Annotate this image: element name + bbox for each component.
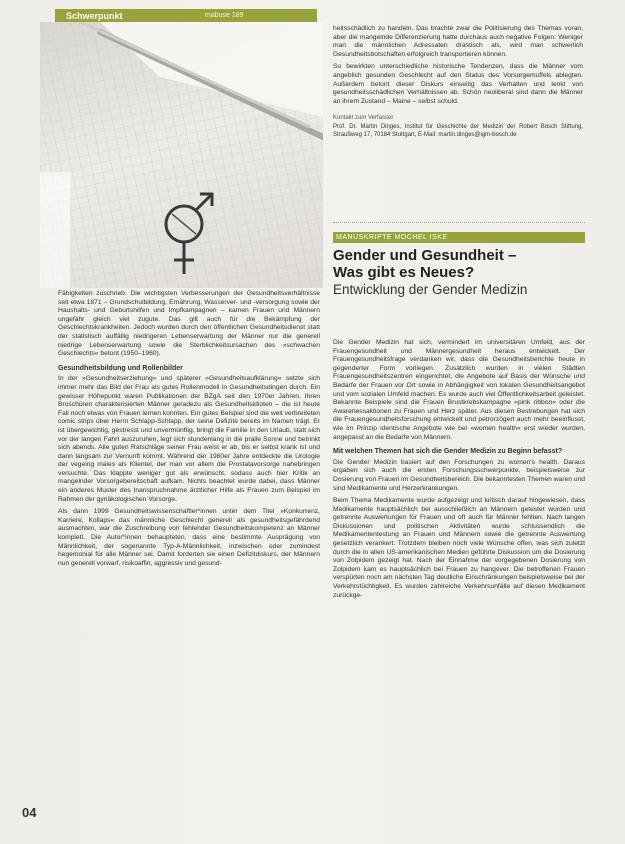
article-headline xyxy=(333,247,593,281)
right-top-paragraph-2: So bewirkten unterschiedliche historische Tendenzen, dass die Männer vom angeblich gesunden Geschlecht auf den Status des Vorsorgemuffels ablegten. Außerdem betont dieser Diskurs einseitig das Verhalten und lenkt von gesundheitsschädlichen Verhältnissen ab. Schön neoliberal sind dann die Männer an ihrem Zustand – Maine – selbst schuld. xyxy=(333,63,583,105)
left-paragraph-1: In der »Gesundheitserziehung« und späterer »Gesundheitsaufklärung« setzte sich immer mehr das Bild der Frau als gutes Rollenmodell in Gesundheitsdingen durch. Ein gewisser Höhepunkt waren Publikationen der BZgA seit den 1970er Jahren. Ihren Broschüren charakterisierten Männer geradezu als Gesundheitsidioten – die ist heute Fall noch etwas von Frauen lernen konnten. Ein gutes Beispiel sind die weit verbreiteten comic strips über Herrn Schlapp-Schlapp, der seine Defizite bereits im Namen trägt. Er ist übergewichtig, gestresst und unvermünftig, bringt die Familie in den Urlaub, statt sich vor der langen Fahrt auszuruhen, legt sich stundenlang in die pralle Sonne und betrinkt sich abends. Alle guten Ratschläge seiner Frau weist er ab, bis er selbst krank ist und dann langsam zur Vernunft kommt. Während der 1980er Jahre entdeckte die Urologie der vegeing males als Klientel, der man vor allem die Prostatavorsorge nahebringen versuchte. Das klappte weniger gut als erwünscht, sodass auch hier Kritik an mangelnder Vorsorgebereitschaft aufkam. Nichts beachtet wurde dabei, dass Männer ein anderes Muster des Inanspruchnahme ärztlicher Hilfe als Frauen zum Beispiel im Rahmen der gynäkologischen Vorsorge. xyxy=(58,375,320,503)
left-intro: Fähigkeiten zuschrieb. Die wichtigsten Verbesserungen der Gesundheitsverhältnisse seit etwa 1871 – Grundschulbildung, Ernährung, Wasserver- und -versorgung sowie der Haushalts- und Geburtshilfen und Impfkampagnen – kamen Frauen und Männern ungefähr gleich viel zugute. Das gilt auch für die Bekämpfung der Geschlechtskrankheiten. Jedoch wurden durch den öffentlichen Gesundheitsdienst statt der statistisch auffällig niedrigeren Lebenserwartung der Männer nur die generell niedrige Lebenserwartung sowie die Sterblichkeitsursachen des »schwachen Geschlechts« betont (1950–1960). xyxy=(58,290,320,358)
author-label: Kontakt zum Verfasser xyxy=(333,115,394,122)
issue-label: mabuse 189 xyxy=(205,12,244,19)
left-column xyxy=(58,290,320,572)
section-title: Schwerpunkt xyxy=(66,11,123,21)
headline-line-1: Gender und Gesundheit – xyxy=(333,247,517,264)
article-rubric: MANUSKRIPTE MOCHEL ISKE xyxy=(336,234,448,241)
author-info: Prof. Dr. Martin Dinges, Institut für Geschichte der Medizin der Robert Bosch Stiftung, Straußweg 17, 70184 Stuttgart, E-Mail: martin.dinges@igm-bosch.de xyxy=(333,123,583,138)
right-top-column xyxy=(333,25,583,139)
page-number: 04 xyxy=(22,805,37,820)
article-photo xyxy=(40,22,323,288)
article-body xyxy=(333,339,585,604)
article-paragraph-1: Die Gender Medizin hat sich, vermindert im universitären Umfeld, aus der Frauengesundheit und Männergesundheit heraus entwickelt. Der Frauengesundheitsfrage verdanken wir, dass die Gesundheitsberichte heute in gegenderter Form vorliegen. Zusätzlich wurden in vielen Städten Frauengesundheitszentren eingerichtet, die Angebote auf Basis der Wünsche und Bedarfe der Frauen vor Ort sowie in Abhängigkeit von lokalen Gesundheitsangebot und vom sozialen Umfeld machen. Es wurde auch viel Öffentlichkeitsarbeit geleistet. Bekannte Beispiele sind die Frauen Brustkrebskampagne »pink ribbon« oder die Awarenessaktionen zu Frauen und Herz später. Aus diesen Bestrebungen hat sich die Frauengesundheitsforschung entwickelt und petrorzögert auch mehr beeinflusst, wie im Prinzip identische Angebote wie bei »women health« erst wieder wurden, angepasst an die Bedarfe von Männern. xyxy=(333,339,585,441)
headline-line-2: Was gibt es Neues? xyxy=(333,264,475,281)
section-divider xyxy=(333,222,585,223)
article-question: Mit welchen Themen hat sich die Gender Medizin zu Beginn befasst? xyxy=(333,448,563,456)
right-top-paragraph-1: heitsschädlich zu handeln. Das brachte zwar die Politisierung des Themas voran, aber die mangelnde Differenzierung hatte durchaus auch negative Folgen: Weniger man die männlichen Adressaten drastisch als, wird man schwerlich Gesundheitsbotschaften erfolgreich transportieren können. xyxy=(333,25,583,58)
article-paragraph-3: Beim Thema Medikamente wurde aufgezeigt und kritisch darauf hingewiesen, dass Medikamente hauptsächlich bei ausschließlich an Männern getestet wurden und getrennte Auswertungen für Frauen und oft auch für Männer fehlten. Nach langen Diskussionen und politischen Aktivitäten wurde schlussendlich die Medikamententestung an Frauen und Männern sowie die getrennte Auswertung gesetzlich verankert. Trotzdem bleiben noch viele Wünsche offen, was sich zuletzt durch die in allen US-amerikanischen Medien geführte Diskussion um die Dosierung von Zolpidem gezeigt hat. Nach der Einnahme der vorgegebenen Dosierung von Zolpidem kam es hauptsächlich bei Frauen zu hangover. Die betroffenen Frauen verspürten noch am nächsten Tag deutliche Einschränkungen beispielsweise bei der Verkehrstüchtigkeit. Es wurden zahlreiche Verkehrsunfälle auf diesen Medikament zurückge- xyxy=(333,497,585,599)
gender-symbol-icon xyxy=(140,182,230,282)
left-paragraph-2: Als dann 1999 Gesundheitswissenschaftler*innen unter dem Titel »Konkurrenz, Karriere, Kollaps« das männliche Geschlecht generell als gesundheitsgefährdend ausmachten, war die Zuschreibung von fehlender Gesundheitskompetenz an Männer komplett. Die Autor*innen behaupteten, dass eine bestimmte Ausprägung von Männlichkeit, der sogenannte Typ-A-Männlichkeit, inzwischen oder zumindest hegemonial für alle Männer sei. Damit forderten sie einen Defizitdiskurs, der Männern nun generell vorwarf, risikoaffin, aggressiv und gesund- xyxy=(58,508,320,567)
left-subheading: Gesundheitsbildung und Rollenbilder xyxy=(58,364,183,372)
article-subheadline: Entwicklung der Gender Medizin xyxy=(333,282,528,297)
article-paragraph-2: Die Gender Medizin basiert auf den Forschungen zu women's health. Daraus ergaben sich auch die ersten Forschungsschwerpunkte, beispielsweise zur Dosierung von Frauen im Gesundheitsbereich. Die bekanntesten Themen waren und sind Medikamente und Herzerkrankungen. xyxy=(333,458,585,492)
